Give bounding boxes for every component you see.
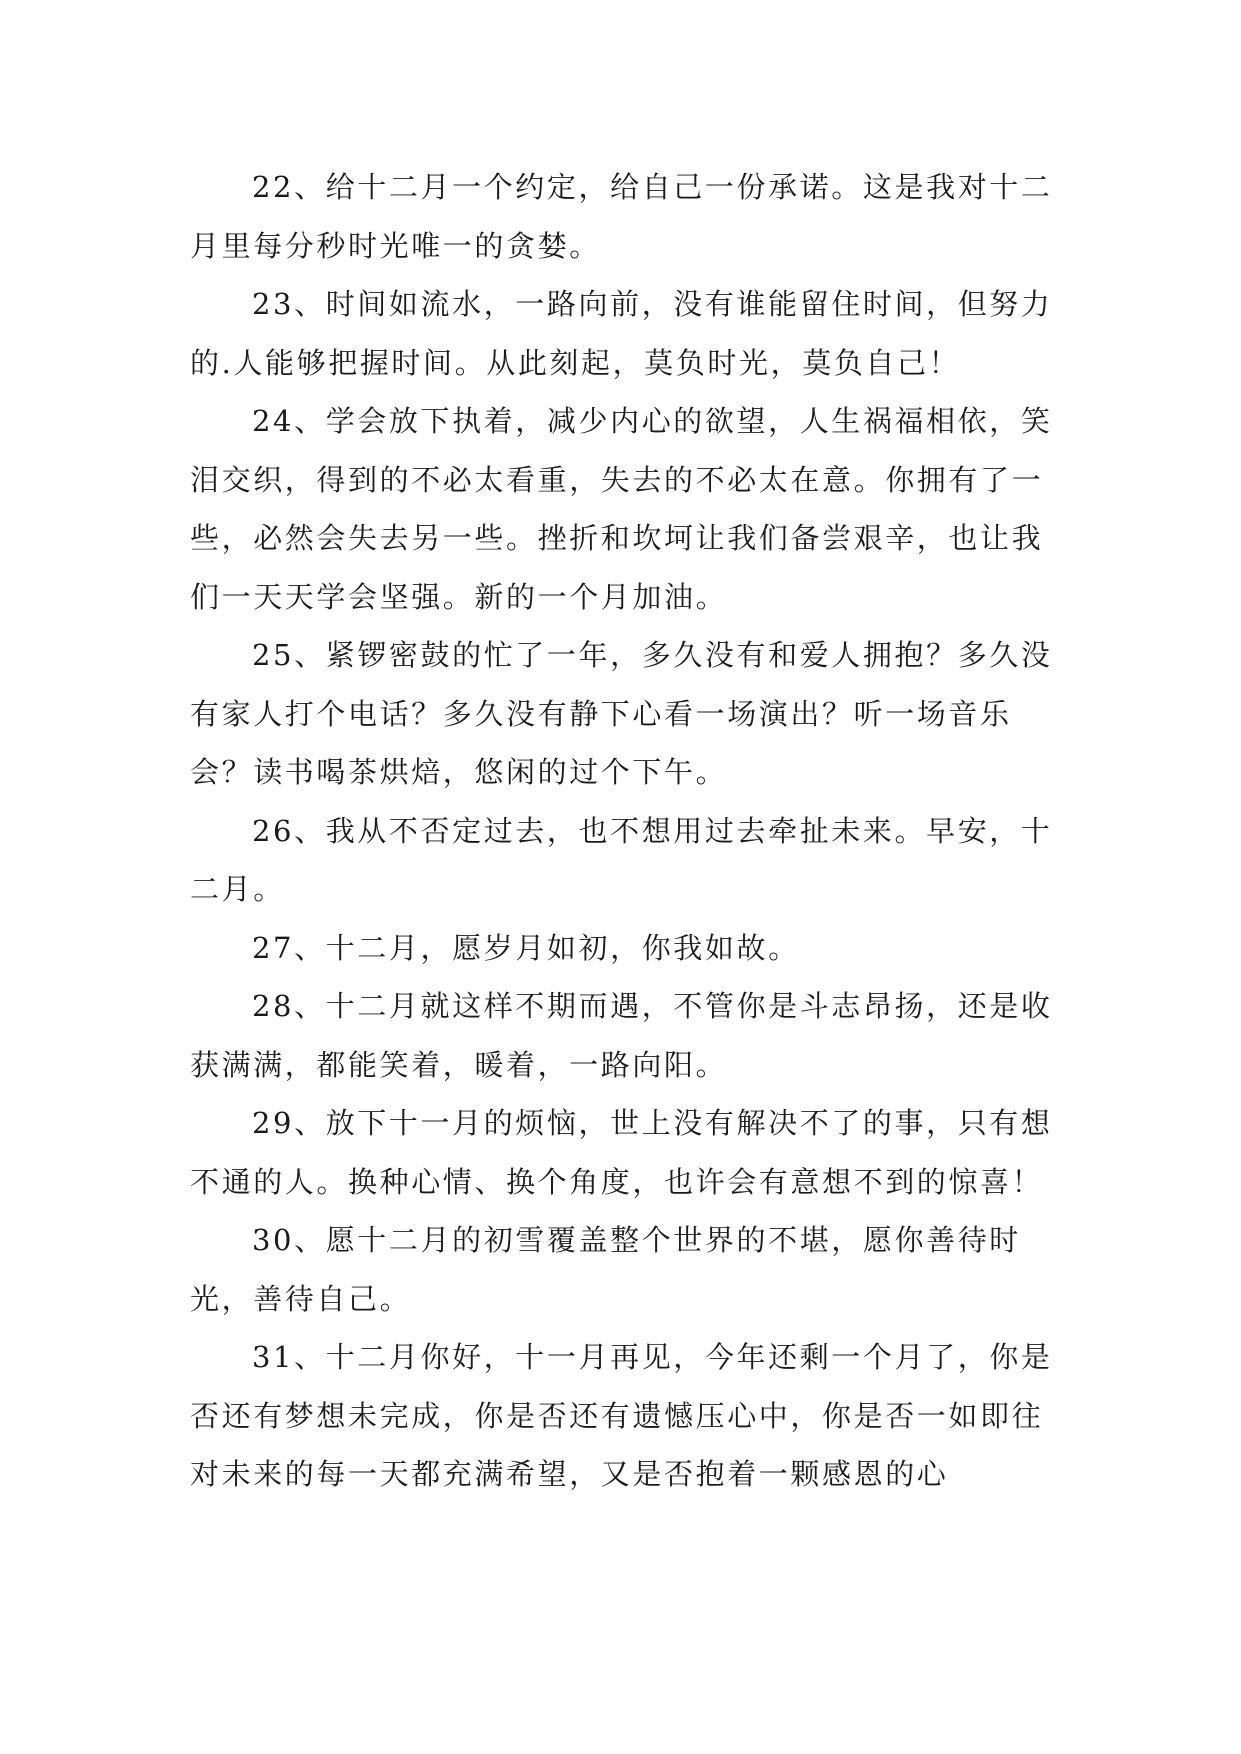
paragraph-27: 27、十二月，愿岁月如初，你我如故。: [252, 930, 800, 965]
paragraph-22: 22、给十二月一个约定，给自己一份承诺。这是我对十二月里每分秒时光唯一的贪婪。: [190, 170, 1053, 263]
paragraph-31: 31、十二月你好，十一月再见，今年还剩一个月了，你是否还有梦想未完成，你是否还有遗憾压心中，你是否一如即往对未来的每一天都充满希望，又是否抱着一颗感恩的心: [190, 1340, 1053, 1491]
document-body: [190, 158, 1060, 1504]
paragraph-30: 30、愿十二月的初雪覆盖整个世界的不堪，愿你善待时光，善待自己。: [190, 1223, 1021, 1316]
paragraph-26: 26、我从不否定过去，也不想用过去牵扯未来。早安，十二月。: [190, 813, 1053, 906]
paragraph-25: 25、紧锣密鼓的忙了一年，多久没有和爱人拥抱？多久没有家人打个电话？多久没有静下心看一场演出？听一场音乐会？读书喝茶烘焙，悠闲的过个下午。: [190, 638, 1053, 789]
paragraph-24: 24、学会放下执着，减少内心的欲望，人生祸福相依，笑泪交织，得到的不必太看重，失去的不必太在意。你拥有了一些，必然会失去另一些。挫折和坎坷让我们备尝艰辛，也让我们一天天学会坚强。新的一个月加油。: [190, 404, 1053, 614]
paragraph-23: 23、时间如流水，一路向前，没有谁能留住时间，但努力的.人能够把握时间。从此刻起，莫负时光，莫负自己！: [190, 287, 1053, 380]
paragraph-28: 28、十二月就这样不期而遇，不管你是斗志昂扬，还是收获满满，都能笑着，暖着，一路向阳。: [190, 989, 1053, 1082]
paragraph-29: 29、放下十一月的烦恼，世上没有解决不了的事，只有想不通的人。换种心情、换个角度，也许会有意想不到的惊喜！: [190, 1106, 1053, 1199]
